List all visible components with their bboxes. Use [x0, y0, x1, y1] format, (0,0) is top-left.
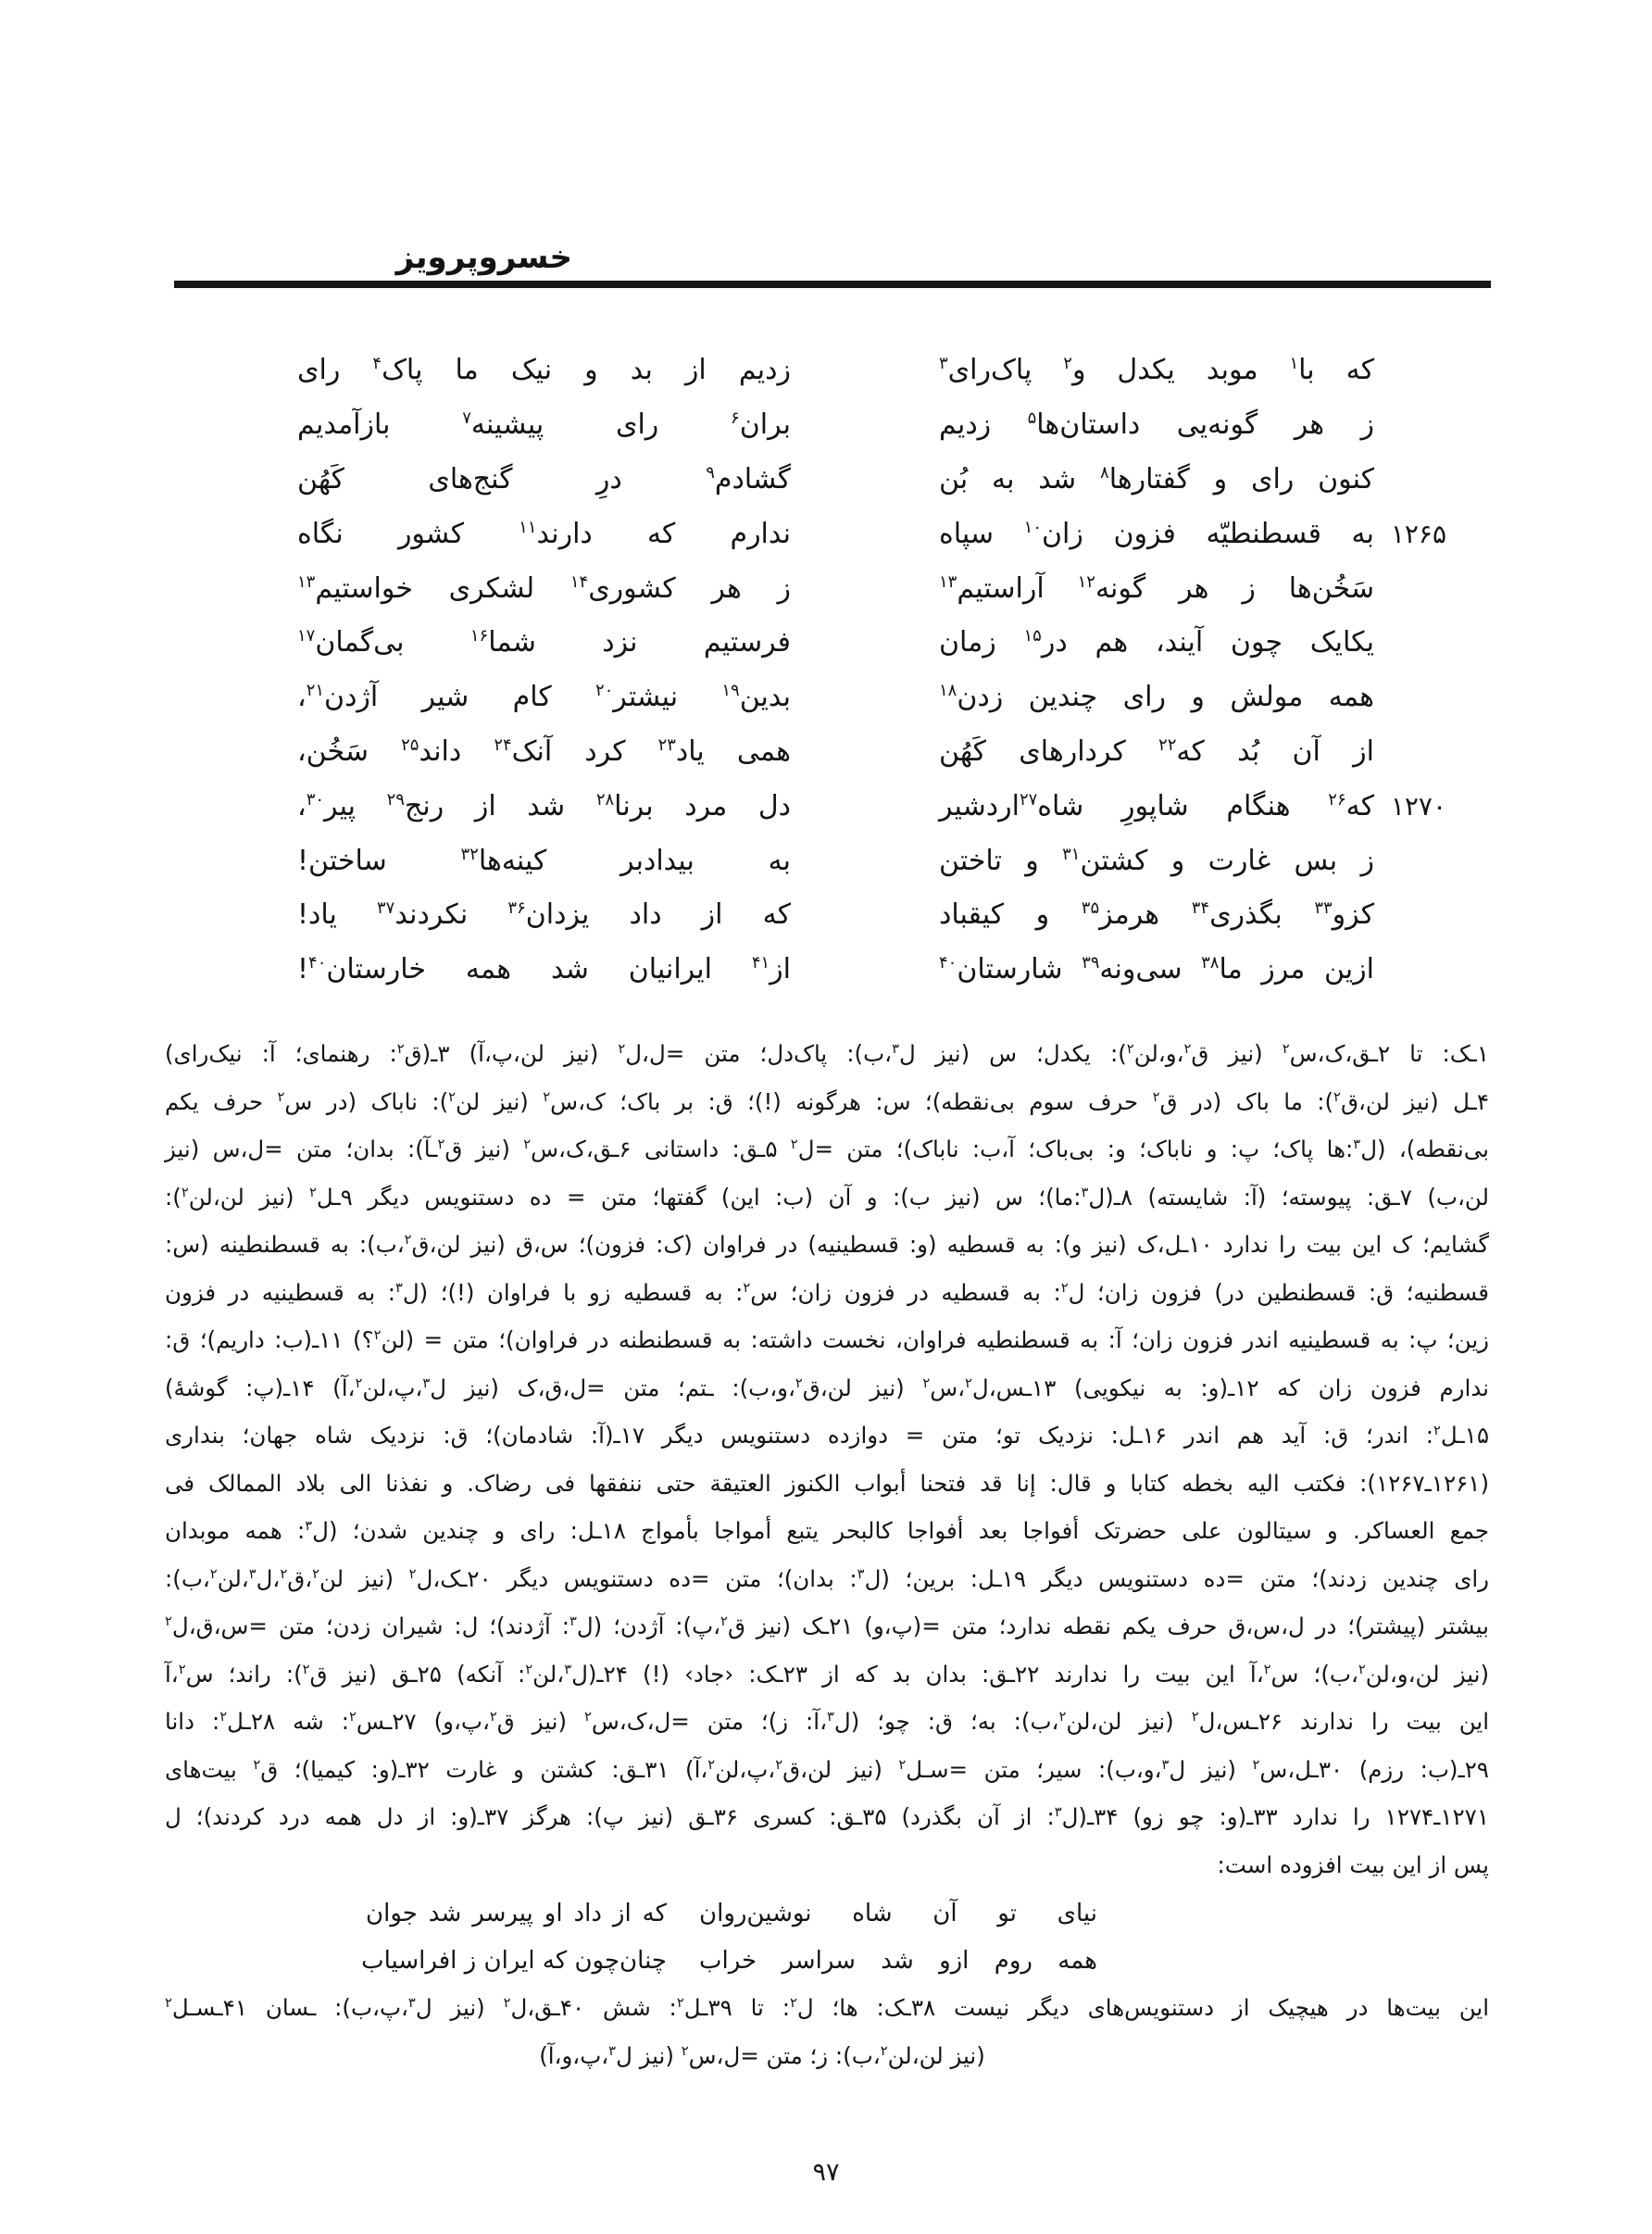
hemistich-first: ز هر گونه‌یی داستان‌ها$^۵$ زدیم: [939, 408, 1374, 442]
apparatus-line: بی‌نقطه)، (ل$^۳$:ها پاک؛ پ: و ناباک؛ و: بی‌باک؛ آ،ب: ناباک)؛ متن =ل$^۲$ ۵ـق: داستانی ۶ـق،ک،س$^۲$ (نیز ق$^۲$ـآ): بدان؛ متن =ل،س (نیز: [165, 1136, 1489, 1162]
closing-apparatus-last-line: (نیز لن،لن$^۲$،ب): ز؛ متن =ل،س$^۲$ (نیز ل$^۳$،پ،و،آ): [539, 2041, 985, 2069]
apparatus-line: ۱۲۷۱ـ۱۲۷۴ را ندارد ۳۳ـ(و: چو زو) ۳۴ـ(ل$^۳$: از آن بگذرد) ۳۵ـق: کسری ۳۶ـق (نیز پ): هرگز ۳۷ـ(و: از دل همه درد کردند)؛ ل: [165, 1803, 1489, 1830]
hemistich-second: بدین$^{۱۹}$ نیشتر$^{۲۰}$ کام شیر آژدن$^{۲۱}$،: [297, 681, 792, 714]
hemistich-first: ازین مرز ما$^{۳۸}$ سی‌ونه$^{۳۹}$ شارستان$^{۴۰}$: [939, 953, 1374, 986]
poem-section: [297, 344, 1446, 998]
poem-couplet-row: [297, 834, 1446, 888]
apparatus-line: این بیت را ندارند ۲۶ـس،ل$^۲$ (نیز لن،لن$^۲$،ب): به؛ ق: چو؛ (ل$^۳$،آ: ز)؛ متن =ل،ک،س$^۲$ (نیز ق$^۲$،پ،و) ۲۷ـس$^۲$: شه ۲۸ـل$^۲$: دانا: [165, 1708, 1490, 1735]
hemistich-second: همی یاد$^{۲۳}$ کرد آنک$^{۲۴}$ داند$^{۲۵}$ سَخُن،: [297, 734, 792, 768]
verse-number: ۱۲۷۰: [1390, 791, 1446, 822]
hemistich-second: بران$^۶$ رای پیشینه$^۷$ بازآمدیم: [297, 408, 791, 442]
hemistich-second: که از داد یزدان$^{۳۶}$ نکردند$^{۳۷}$ یاد!: [297, 898, 791, 932]
hemistich-first: سَخُن‌ها ز هر گونه$^{۱۲}$ آراستیم$^{۱۳}$: [939, 571, 1375, 605]
hemistich-second: فرستیم نزد شما$^{۱۶}$ بی‌گمان$^{۱۷}$: [297, 626, 791, 659]
poem-couplet-row: [297, 943, 1446, 998]
poem-couplet-row: [297, 561, 1446, 616]
running-head-title: خسروپرویز: [395, 239, 572, 276]
hemistich-first: که$^{۲۶}$ هنگام شاپورِ شاه$^{۲۷}$اردشیر: [939, 789, 1374, 822]
hemistich-first: کزو$^{۳۳}$ بگذری$^{۳۴}$ هرمز$^{۳۵}$ و کیقباد: [939, 898, 1374, 932]
hemistich-second: ندارم که دارند$^{۱۱}$ کشور نگاه: [297, 517, 791, 550]
apparatus-line: (نیز لن،و،لن$^۲$،ب)؛ س$^۲$،آ این بیت را ندارند ۲۲ـق: بدان بد که از ۲۳ـک: ‹جاد› (!) ۲۴ـ(ل$^۳$،لن$^۲$: آنکه) ۲۵ـق (نیز ق$^۲$): راند؛ س$^۲$،آ: [165, 1660, 1490, 1688]
apparatus-line: (۱۲۶۱ـ۱۲۶۷): فکتب الیه بخطه کتابا و قال: إنا قد فتحنا أبواب الکنوز العتیقة حتی ننفقها فی رضاک. و نفذنا الی بلاد الممالک فی: [165, 1469, 1489, 1497]
hemistich-first: به قسطنطیّه فزون زان$^{۱۰}$ سپاه: [939, 517, 1374, 550]
appended-verse-row: [361, 1938, 1097, 1986]
poem-couplet-row: [297, 888, 1446, 943]
poem-couplet-row: [297, 725, 1446, 780]
hemistich-second: ز هر کشوری$^{۱۴}$ لشکری خواستیم$^{۱۳}$: [297, 571, 791, 605]
appended-hemistich-first: نیای تو آن شاه نوشین‌روان: [699, 1899, 1097, 1927]
hemistich-first: کنون رای و گفتارها$^۸$ شد به بُن: [939, 462, 1374, 496]
appended-hemistich-first: همه روم ازو شد سراسر خراب: [699, 1947, 1097, 1976]
poem-couplet-row: [297, 779, 1446, 834]
hemistich-first: ز بس غارت و کشتن$^{۳۱}$ و تاختن: [939, 844, 1374, 877]
hemistich-first: همه مولش و رای چندین زدن$^{۱۸}$: [939, 681, 1374, 714]
appended-verses-block: [361, 1889, 1097, 1985]
appended-verse-row: [366, 1889, 1097, 1938]
poem-couplet-row: [297, 453, 1446, 508]
poem-couplet-row: [297, 616, 1446, 671]
verse-number: ۱۲۶۵: [1390, 519, 1446, 550]
hemistich-second: گشادم$^۹$ درِ گنج‌های کَهُن: [297, 462, 791, 496]
hemistich-second: به بیدادبر کینه‌ها$^{۳۲}$ ساختن!: [297, 844, 792, 877]
hemistich-first: از آن بُد که$^{۲۲}$ کردارهای کَهُن: [939, 734, 1374, 768]
appended-hemistich-second: چنان‌چون که ایران ز افراسیاب: [361, 1947, 667, 1976]
apparatus-line: ۲۹ـ(ب: رزم) ۳۰ـل،س$^۲$ (نیز ل$^۳$،و،ب): سیر؛ متن =سـل$^۲$ (نیز لن،ق$^۲$،پ،لن$^۲$،آ) ۳۱ـق: کشتن و غارت ۳۲ـ(و: کیمیا)؛ ق$^۲$ بیت‌های: [165, 1755, 1489, 1783]
apparatus-line: ۱۵ـل$^۲$: اندر؛ ق: آید هم اندر ۱۶ـل: نزدیک تو؛ متن = دوازده دستنویس دیگر ۱۷ـ(آ: شادمان)؛ ق: نزدیک شاه جهان؛ بنداری: [165, 1422, 1489, 1449]
hemistich-first: که با$^۱$ موبد یکدل و$^۲$ پاک‌رای$^۳$: [939, 354, 1374, 387]
apparatus-line: ندارم فزون زان که ۱۲ـ(و: به نیکویی) ۱۳ـس،ل$^۲$،س$^۲$ (نیز لن،ق$^۲$،و،ب): ـتم؛ متن =ل،ق،ک (نیز ل$^۳$،پ،لن$^۲$،آ) ۱۴ـ(پ: گوشهٔ): [165, 1374, 1489, 1401]
apparatus-line: قسطنیه؛ ق: قسطنطین در) فزون زان؛ ل$^۲$: به قسطیه در فزون زان؛ س$^۲$: به قسطیه زو با فراوان (!)؛ (ل$^۳$: به قسطینیه در فزون: [165, 1278, 1489, 1306]
hemistich-second: از$^{۴۱}$ ایرانیان شد همه خارستان$^{۴۰}$!: [297, 953, 791, 986]
apparatus-line: رای چندین زدند)؛ متن =ده دستنویس دیگر ۱۹ـل: برین؛ (ل$^۳$: بدان)؛ متن =ده دستنویس دیگر ۲۰ـک،ل$^۲$ (نیز لن$^۲$،ق$^۲$،ل$^۳$،لن$^۲$،ب):: [165, 1564, 1490, 1592]
apparatus-line: بیشتر (پیشتر)؛ در ل،س،ق حرف یکم نقطه ندارد؛ متن =(پ،و) ۲۱ـک (نیز ق$^۲$،پ): آژدن؛ (ل$^۳$: آژدند)؛ ل: شیران زدن؛ متن =س،ق،ل$^۲$: [165, 1613, 1489, 1639]
hemistich-first: یکایک چون آیند، هم در$^{۱۵}$ زمان: [939, 626, 1375, 659]
closing-apparatus-block: [165, 1984, 1489, 2079]
apparatus-line: زین؛ پ: به قسطینیه اندر فزون زان؛ آ: به قسطنطیه فراوان، نخست داشته: به قسطنطنه در فراوان)؛ متن = (لن$^۲$؟) ۱۱ـ(ب: داریم)؛ ق:: [165, 1326, 1489, 1353]
apparatus-line: ۱ـک: تا ۲ـق،ک،س$^۲$ (نیز ق$^۲$،و،لن$^۲$): یکدل؛ س (نیز ل$^۳$،ب): پاک‌دل؛ متن =ل،ل$^۲$ (نیز لن،پ،آ) ۳ـ(ق$^۲$: رهنمای؛ آ: نیک‌رای): [165, 1040, 1489, 1067]
hemistich-second: دل مرد برنا$^{۲۸}$ شد از رنج$^{۲۹}$ پیر$^{۳۰}$،: [297, 789, 791, 822]
hemistich-second: زدیم از بد و نیک ما پاک$^۴$ رای: [297, 354, 792, 387]
apparatus-line: لن،ب) ۷ـق: پیوسته؛ (آ: شایسته) ۸ـ(ل$^۳$:ما)؛ س (نیز ب): و آن (ب: این) گفتها؛ متن = ده دستنویس دیگر ۹ـل$^۲$ (نیز لن،لن$^۲$):: [165, 1183, 1489, 1211]
apparatus-line: جمع العساکر. و سیتالون علی حضرتک أفواجا بعد أفواجا کالبحر یتبع أمواجا بأمواج ۱۸ـل: رای و چندین شدن؛ (ل$^۳$: همه موبدان: [165, 1517, 1490, 1544]
appended-hemistich-second: که از داد او پیرسر شد جوان: [366, 1899, 667, 1927]
appended-note-line: پس از این بیت افزوده است:: [1217, 1851, 1489, 1878]
poem-couplet-row: [297, 507, 1446, 561]
poem-couplet-row: [297, 344, 1446, 398]
header-rule: [174, 281, 1491, 288]
critical-apparatus-section: [165, 1030, 1489, 1841]
apparatus-line: ۴ـل (نیز لن،ق$^۲$): ما باک (در ق$^۲$ حرف سوم بی‌نقطه)؛ س: هرگونه (!)؛ ق: بر باک؛ ک،س$^۲$ (نیز لن$^۲$): ناباک (در س$^۲$ حرف یکم: [165, 1087, 1489, 1115]
apparatus-line: گشایم؛ ک این بیت را ندارد ۱۰ـل،ک (نیز و): به قسطیه (و: قسطینیه) در فراوان (ک: فزون)؛ س،ق (نیز لن،ق$^۲$،ب): به قسطنطینه (س:: [165, 1231, 1490, 1258]
closing-apparatus-line: این بیت‌ها در هیچیک از دستنویس‌های دیگر نیست ۳۸ـک: ها؛ ل$^۲$: تا ۳۹ـل$^۲$: شش ۴۰ـق،ل$^۲$ (نیز ل$^۳$،پ،ب): ـسان ۴۱ـسـل$^۲$: [165, 1994, 1489, 2021]
page-number: ۹۷: [812, 2158, 840, 2187]
poem-couplet-row: [297, 398, 1446, 453]
poem-couplet-row: [297, 671, 1446, 725]
